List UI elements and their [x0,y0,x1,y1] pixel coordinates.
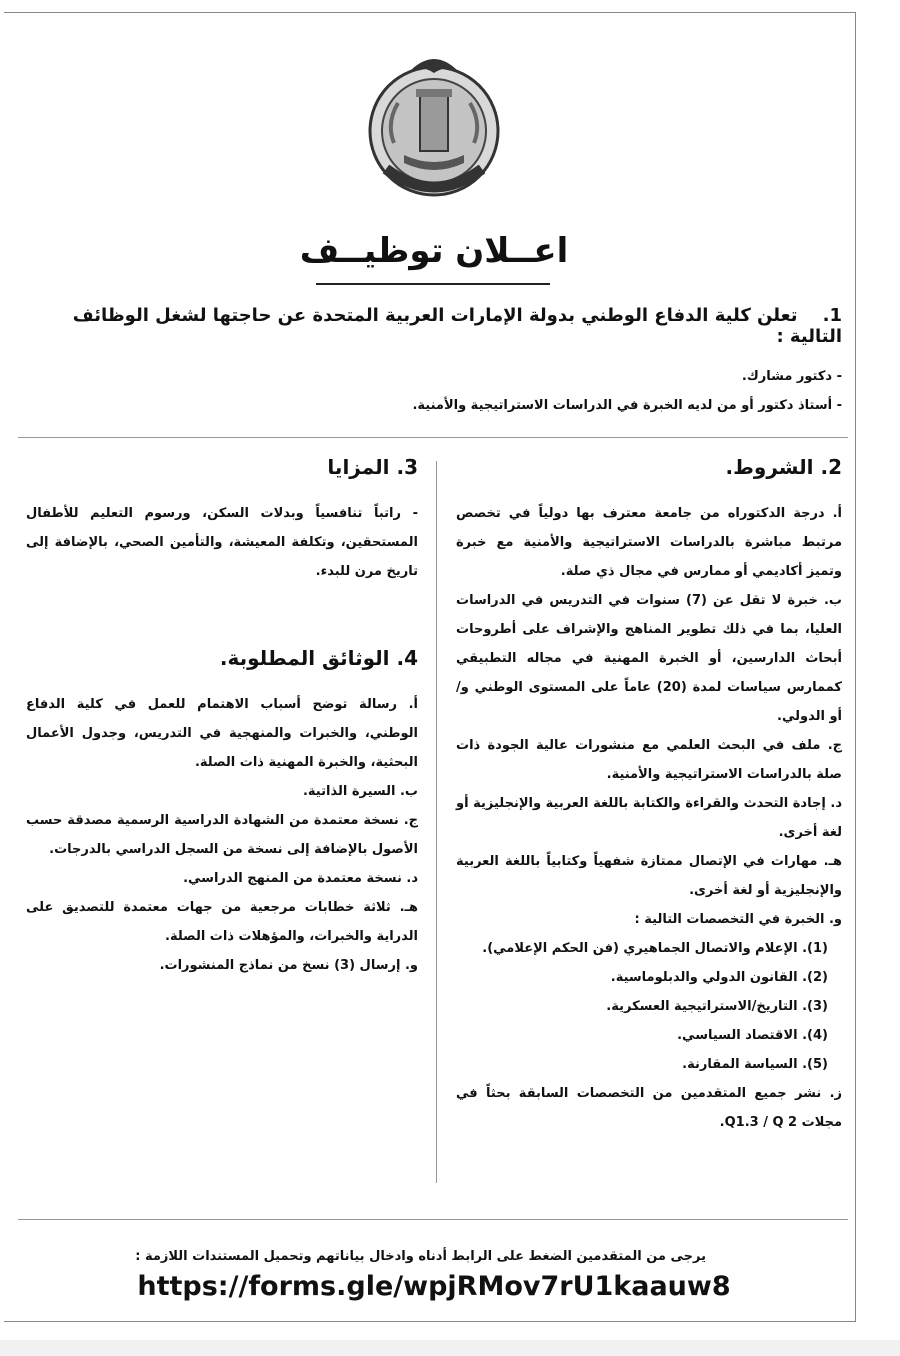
position-item: - دكتور مشارك. [741,369,842,384]
position-item: - أستاذ دكتور أو من لديه الخبرة في الدراسات الاستراتيجية والأمنية. [412,398,842,413]
specialty-item: (5). السياسة المقارنة. [682,1057,828,1072]
condition-item: ز. نشر جميع المتقدمين من التخصصات السابقة بحثاً في مجلات Q1.3 / Q 2. [456,1086,842,1130]
college-logo [364,43,504,203]
divider-top [18,437,848,438]
conditions-heading: 2. الشروط. [725,455,842,479]
divider-bottom [18,1219,848,1220]
condition-item: أ. درجة الدكتوراه من جامعة معترف بها دولياً في تخصص مرتبط مباشرة بالدراسات الاستراتيجية والأمنية مع خبرة وتميز أكاديمي أو ممارس في مجال ذي صلة. [456,506,842,579]
title-underline [316,283,550,285]
benefits-documents-column [26,449,418,980]
intro-line [24,305,842,347]
document-page [4,12,856,1322]
condition-item: ب. خبرة لا تقل عن (7) سنوات في التدريس في الدراسات العليا، بما في ذلك تطوير المناهج والإشراف على أطروحات أبحاث الدارسين، أو الخبرة المهنية في مجاله التطبيقي كممارس سياسات لمدة (20) عاماً على المستوى الوطني و/ أو الدولي. [456,593,842,724]
condition-item: هـ. مهارات في الإتصال ممتازة شفهياً وكتابياً باللغة العربية والإنجليزية أو لغة أخرى. [456,854,842,898]
specialty-item: (3). التاريخ/الاستراتيجية العسكرية. [606,999,828,1014]
application-form-link[interactable]: https://forms.gle/wpjRMov7rU1kaauw8 [137,1271,731,1302]
document-item: ج. نسخة معتمدة من الشهادة الدراسية الرسمية مصدقة حسب الأصول بالإضافة إلى نسخة من السجل الدراسي بالدرجات. [26,813,418,857]
column-divider [436,461,437,1183]
announcement-title: اعــلان توظيــف [299,231,569,271]
benefits-text: - راتباً تنافسياً وبدلات السكن، ورسوم التعليم للأطفال المستحقين، وتكلفة المعيشة، والتأمين الصحي، بالإضافة إلى تاريخ مرن للبدء. [26,506,418,579]
document-item: و. إرسال (3) نسخ من نماذج المنشورات. [159,958,418,973]
bottom-strip [0,1340,900,1356]
specialty-item: (4). الاقتصاد السياسي. [677,1028,828,1043]
document-item: أ. رسالة توضح أسباب الاهتمام للعمل في كلية الدفاع الوطني، والخبرات والمنهجية في التدريس، وجدول الأعمال البحثية، والخبرة المهنية ذات الصلة. [26,697,418,770]
condition-item: د. إجادة التحدث والقراءة والكتابة باللغة العربية والإنجليزية أو لغة أخرى. [456,796,842,840]
specialty-item: (1). الإعلام والاتصال الجماهيري (فن الحكم الإعلامي). [482,941,828,956]
conditions-column [456,449,842,1137]
document-item: هـ. ثلاثة خطابات مرجعية من جهات معتمدة للتصديق على الدراية والخبرات، والمؤهلات ذات الصلة. [26,900,418,944]
specialty-item: (2). القانون الدولي والدبلوماسية. [610,970,828,985]
condition-item: و. الخبرة في التخصصات التالية : [634,912,842,927]
condition-item: ج. ملف في البحث العلمي مع منشورات عالية الجودة ذات صلة بالدراسات الاستراتيجية والأمنية. [456,738,842,782]
footer-instruction: يرجى من المتقدمين الضغط على الرابط أدناه وادخال بياناتهم وتحميل المستندات اللازمة : [135,1249,706,1264]
benefits-heading: 3. المزايا [327,455,418,479]
document-item: ب. السيرة الذاتية. [302,784,418,799]
documents-heading: 4. الوثائق المطلوبة. [219,646,418,670]
document-item: د. نسخة معتمدة من المنهج الدراسي. [183,871,418,886]
positions-list [24,369,842,427]
intro-text: تعلن كلية الدفاع الوطني بدولة الإمارات العربية المتحدة عن حاجتها لشغل الوظائف التالية : [72,305,842,347]
intro-number: 1. [822,305,842,326]
